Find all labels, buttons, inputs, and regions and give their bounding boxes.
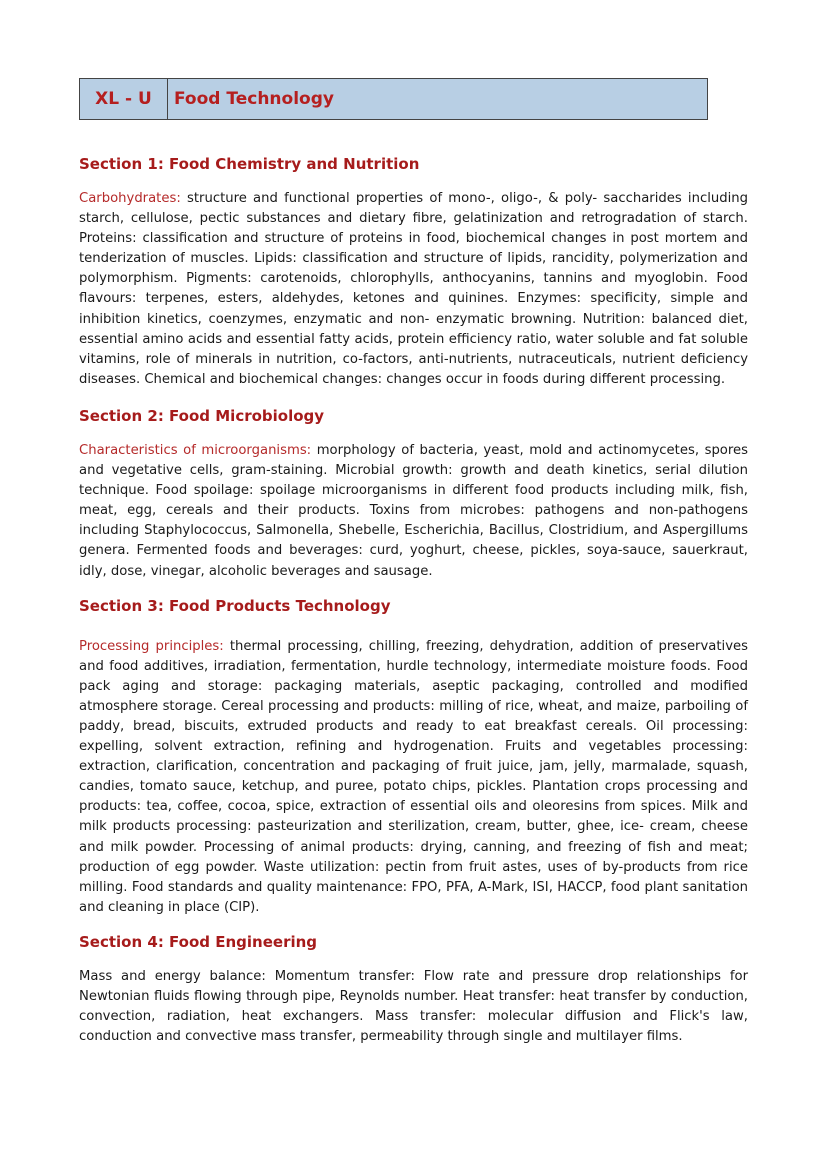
subject-code: XL - U	[80, 79, 168, 119]
section-4	[79, 932, 748, 1047]
section-body	[79, 967, 748, 1047]
section-title: Section 2: Food Microbiology	[79, 406, 325, 425]
section-1	[79, 154, 748, 390]
section-text: structure and functional properties of mono-, oligo-, & poly- saccharides including starch, cellulose, pectic substances and dietary fibre, gelatinization and retrogradation of starch. Proteins: classification and structure of proteins in food, biochemical changes in post mortem and tenderization of muscles. Lipids: classification and structure of lipids, rancidity, polymerization and polymorphism. Pigments: carotenoids, chlorophylls, anthocyanins, tannins and myoglobin. Food flavours: terpenes, esters, aldehydes, ketones and quinines. Enzymes: specificity, simple and inhibition kinetics, coenzymes, enzymatic and non- enzymatic browning. Nutrition: balanced diet, essential amino acids and essential fatty acids, protein efficiency ratio, water soluble and fat soluble vitamins, role of minerals in nutrition, co-factors, anti-nutrients, nutraceuticals, nutrient deficiency diseases. Chemical and biochemical changes: changes occur in foods during different processing.	[79, 191, 748, 387]
section-text: morphology of bacteria, yeast, mold and actinomycetes, spores and vegetative cells, gram-staining. Microbial growth: growth and death kinetics, serial dilution technique. Food spoilage: spoilage microorganisms in different food products including milk, fish, meat, egg, cereals and their products. Toxins from microbes: pathogens and non-pathogens including Staphylococcus, Salmonella, Shebelle, Escherichia, Bacillus, Clostridium, and Aspergillums genera. Fermented foods and beverages: curd, yoghurt, cheese, pickles, soya-sauce, sauerkraut, idly, dose, vinegar, alcoholic beverages and sausage.	[79, 442, 748, 579]
section-3	[79, 596, 748, 918]
section-lead-term: Characteristics of microorganisms:	[79, 442, 312, 458]
section-text: thermal processing, chilling, freezing, dehydration, addition of preservatives and food additives, irradiation, fermentation, hurdle technology, intermediate moisture foods. Food pack aging and storage: packaging materials, aseptic packaging, controlled and modified atmosphere storage. Cereal processing and products: milling of rice, wheat, and maize, parboiling of paddy, bread, biscuits, extruded products and ready to eat breakfast cereals. Oil processing: expelling, solvent extraction, refining and hydrogenation. Fruits and vegetables processing: extraction, clarification, concentration and packaging of fruit juice, jam, jelly, marmalade, squash, candies, tomato sauce, ketchup, and puree, potato chips, pickles. Plantation crops processing and products: tea, coffee, cocoa, spice, extraction of essential oils and oleoresins from spices. Milk and milk products processing: pasteurization and sterilization, cream, butter, ghee, ice- cream, cheese and milk powder. Processing of animal products: drying, canning, and freezing of fish and meat; production of egg powder. Waste utilization: pectin from fruit astes, uses of by-products from rice milling. Food standards and quality maintenance: FPO, PFA, A-Mark, ISI, HACCP, food plant sanitation and cleaning in place (CIP).	[79, 638, 748, 915]
section-body	[79, 189, 748, 390]
section-title: Section 3: Food Products Technology	[79, 596, 391, 615]
section-title: Section 1: Food Chemistry and Nutrition	[79, 155, 420, 173]
section-body	[79, 441, 748, 582]
section-lead-term: Processing principles:	[79, 638, 224, 654]
section-title: Section 4: Food Engineering	[79, 932, 318, 951]
subject-header	[79, 78, 708, 120]
section-body	[79, 637, 748, 918]
document-page	[79, 78, 748, 1047]
section-lead-term: Carbohydrates:	[79, 191, 181, 206]
section-text: Mass and energy balance: Momentum transfer: Flow rate and pressure drop relationships for Newtonian fluids flowing through pipe, Reynolds number. Heat transfer: heat transfer by conduction, convection, radiation, heat exchangers. Mass transfer: molecular diffusion and Flick's law, conduction and convective mass transfer, permeability through single and multilayer films.	[79, 968, 748, 1045]
subject-title: Food Technology	[174, 89, 334, 109]
section-2	[79, 406, 748, 582]
